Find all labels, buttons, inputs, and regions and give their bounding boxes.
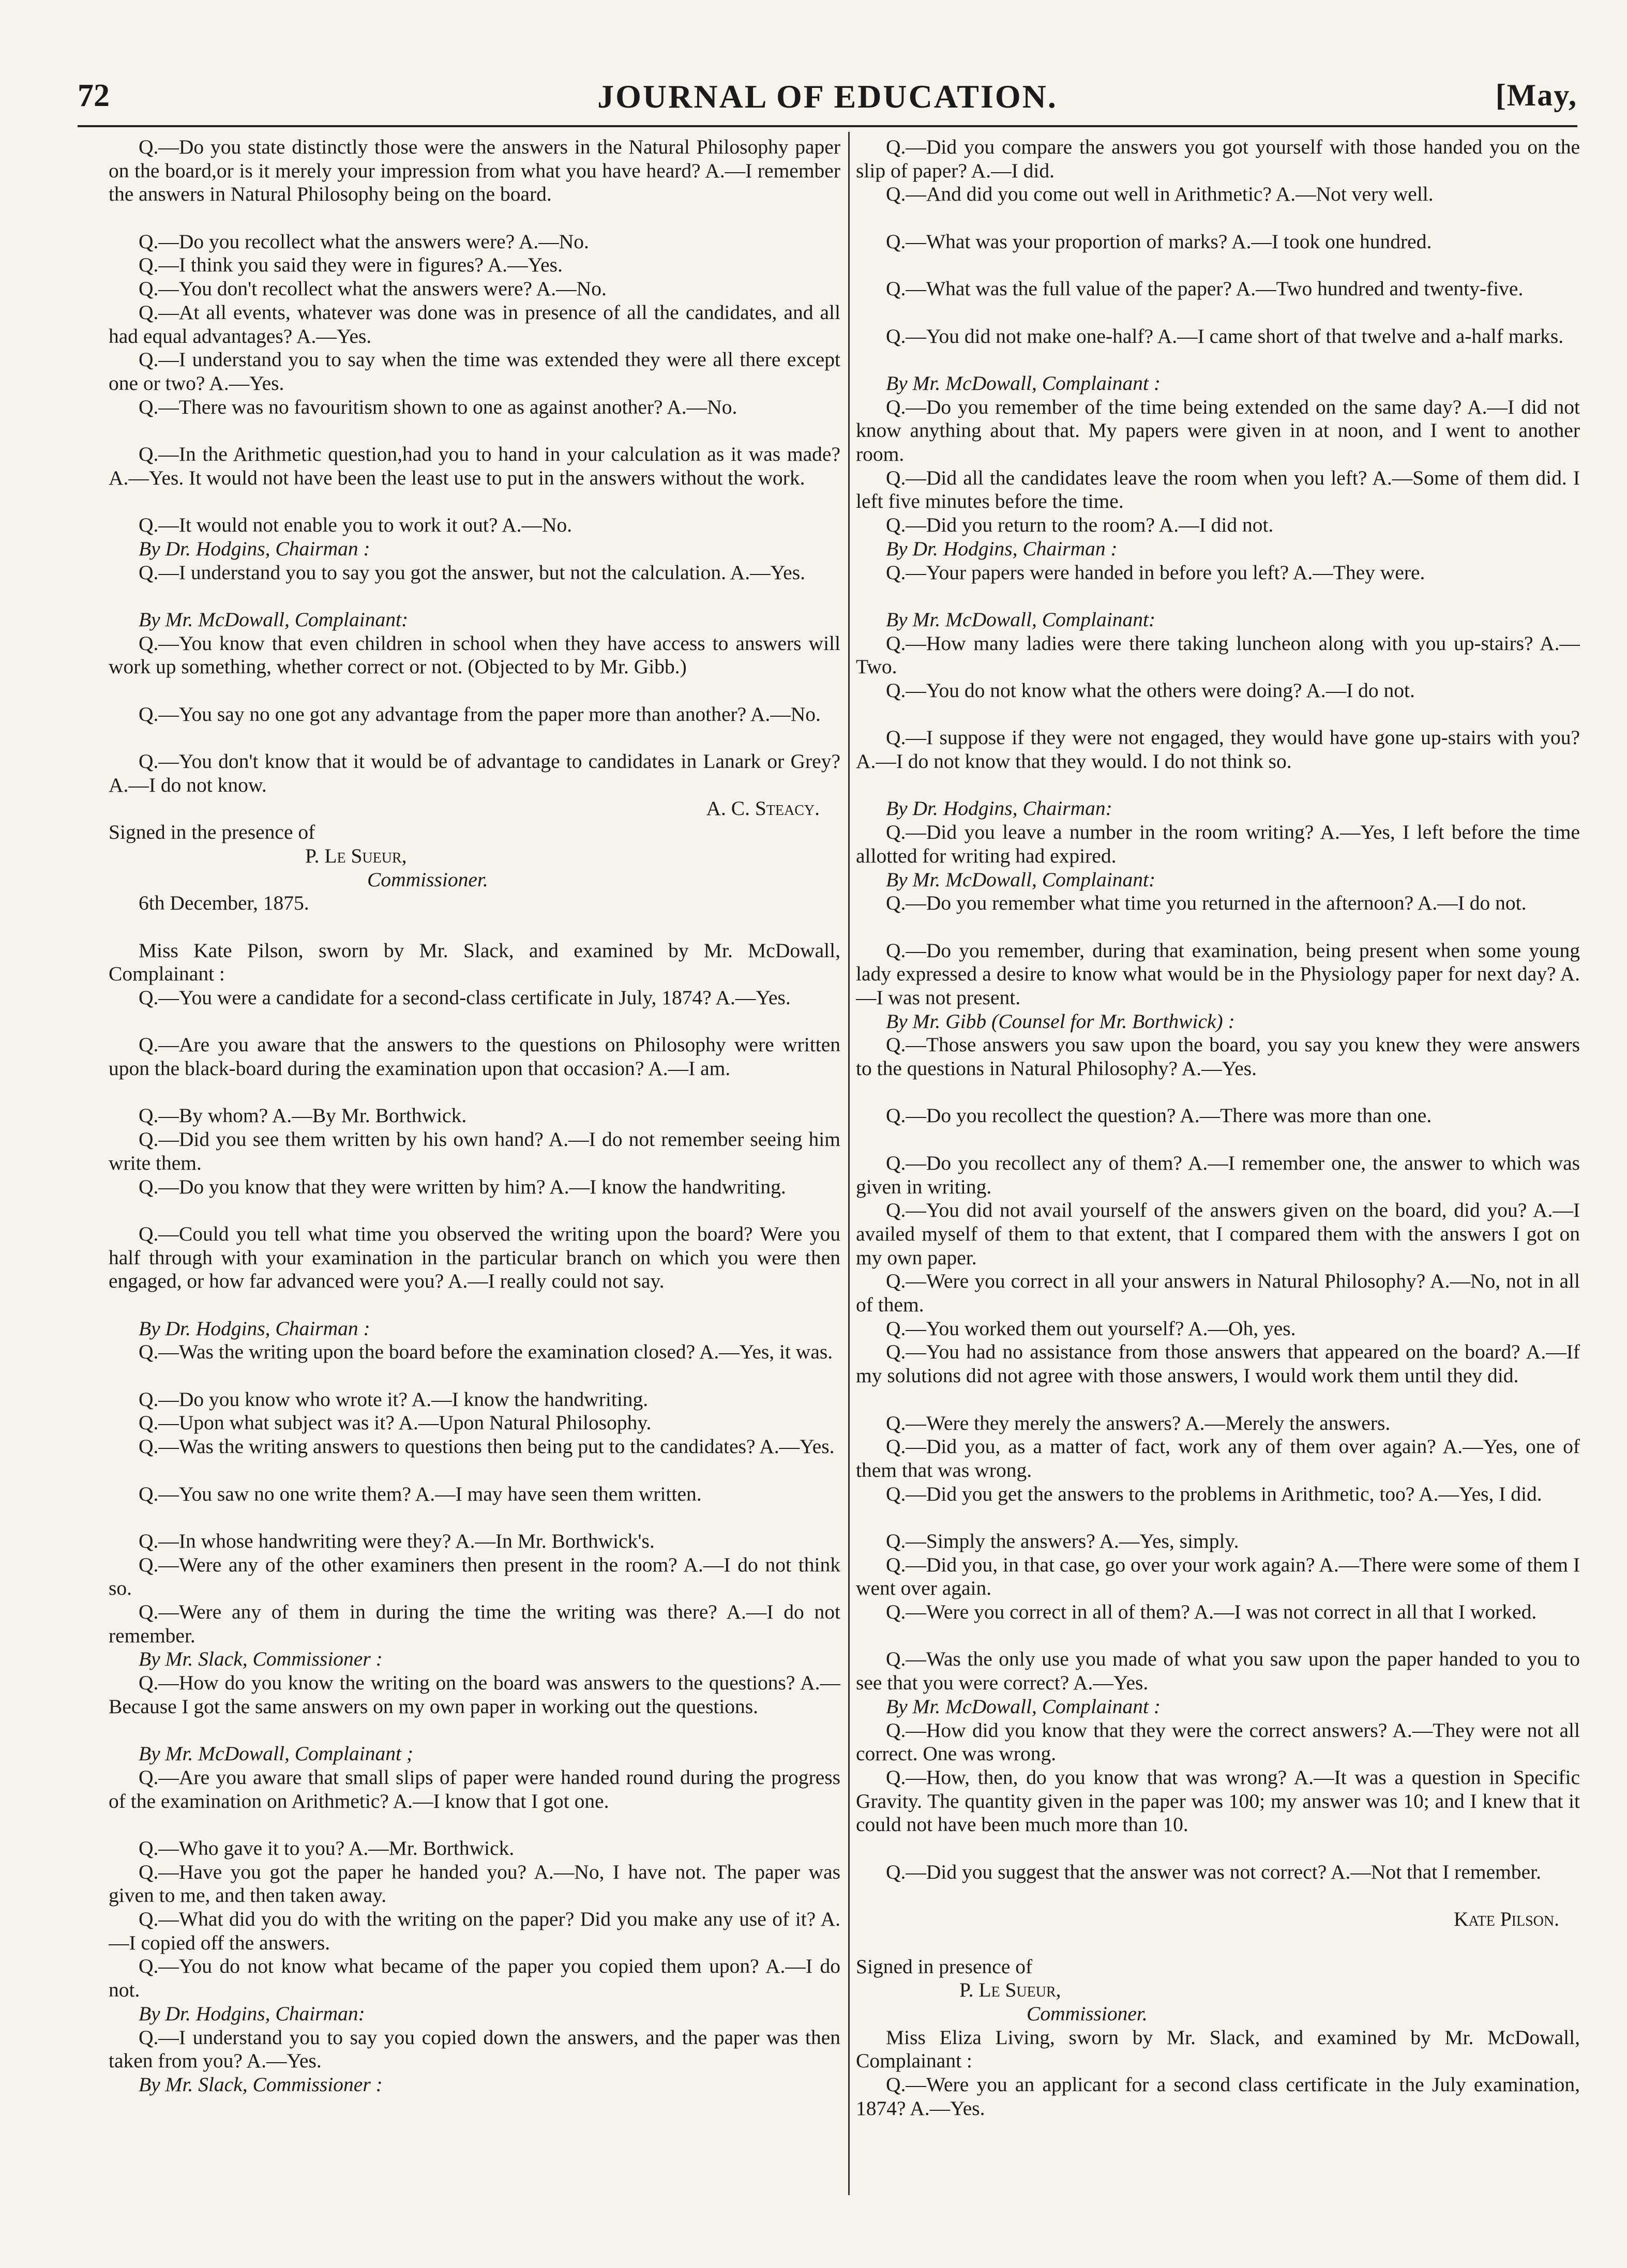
examiner-heading: By Mr. McDowall, Complainant: [139, 608, 409, 631]
testimony-paragraph: Q.—Did you get the answers to the problems in Arithmetic, too? A.—Yes, I did. [886, 1482, 1542, 1505]
testimony-paragraph: Q.—Do you remember what time you returned in the afternoon? A.—I do not. [886, 891, 1527, 915]
header-rule [78, 125, 1577, 127]
page-header [78, 78, 1577, 129]
testimony-paragraph: Signed in presence of [856, 1955, 1033, 1978]
testimony-paragraph: Q.—Were any of them in during the time the writing was there? A.—I do not remember. [109, 1600, 840, 1647]
testimony-paragraph: Q.—How, then, do you know that was wrong? A.—It was a question in Specific Gravity. The quantity given in the paper was 100; my answer was 10; and I knew that it could not have been much more than 10. [856, 1765, 1580, 1836]
testimony-paragraph: Q.—There was no favouritism shown to one as against another? A.—No. [139, 395, 737, 418]
examiner-heading: By Dr. Hodgins, Chairman : [886, 537, 1118, 560]
testimony-paragraph: Q.—You don't recollect what the answers were? A.—No. [139, 277, 607, 300]
left-column [109, 135, 840, 2097]
testimony-paragraph: Q.—What was the full value of the paper? A.—Two hundred and twenty-five. [886, 277, 1524, 300]
issue-month: [May, [1495, 78, 1577, 112]
testimony-paragraph: Q.—How did you know that they were the correct answers? A.—They were not all correct. One was wrong. [856, 1718, 1580, 1765]
testimony-paragraph: Q.—Did you, as a matter of fact, work any of them over again? A.—Yes, one of them that was wrong. [856, 1435, 1580, 1481]
testimony-paragraph: Q.—What did you do with the writing on the paper? Did you make any use of it? A.—I copied off the answers. [109, 1908, 840, 1954]
testimony-paragraph: Q.—You do not know what became of the paper you copied them upon? A.—I do not. [109, 1955, 840, 2002]
testimony-paragraph: Q.—I understand you to say you got the answer, but not the calculation. A.—Yes. [139, 561, 805, 584]
journal-title: JOURNAL OF EDUCATION. [597, 78, 1058, 115]
testimony-paragraph: Miss Eliza Living, sworn by Mr. Slack, and examined by Mr. McDowall, Complainant : [856, 2025, 1580, 2073]
testimony-paragraph: Q.—You do not know what the others were doing? A.—I do not. [886, 678, 1415, 702]
testimony-paragraph: Q.—Do you recollect the question? A.—There was more than one. [886, 1104, 1432, 1127]
testimony-paragraph: Q.—I suppose if they were not engaged, they would have gone up-stairs with you? A.—I do not know that they would. I do not think so. [856, 726, 1580, 773]
testimony-paragraph: Q.—Those answers you saw upon the board, you say you knew they were answers to the questions in Natural Philosophy? A.—Yes. [856, 1033, 1580, 1080]
testimony-paragraph: Q.—You did not avail yourself of the answers given on the board, did you? A.—I availed myself of them to that extent, that I compared them with the answers I got on my own paper. [856, 1199, 1580, 1269]
testimony-paragraph: Q.—Your papers were handed in before you left? A.—They were. [886, 561, 1425, 584]
testimony-paragraph: Q.—You know that even children in school when they have access to answers will work up something, whether correct or not. (Objected to by Mr. Gibb.) [109, 631, 840, 678]
testimony-paragraph: Q.—Do you remember, during that examination, being present when some young lady expressed a desire to know what would be in the Physiology paper for next day? A.—I was not present. [856, 939, 1580, 1009]
testimony-paragraph: Q.—In the Arithmetic question,had you to hand in your calculation as it was made? A.—Yes. It would not have been the least use to put in the answers without the work. [109, 443, 840, 489]
testimony-paragraph: Q.—What was your proportion of marks? A.—I took one hundred. [886, 230, 1432, 253]
testimony-paragraph: Q.—It would not enable you to work it out? A.—No. [139, 513, 573, 537]
testimony-paragraph: Q.—Did you, in that case, go over your work again? A.—There were some of them I went over again. [856, 1553, 1580, 1600]
testimony-paragraph: Q.—Were any of the other examiners then present in the room? A.—I do not think so. [109, 1553, 840, 1600]
testimony-paragraph: Q.—Did you see them written by his own hand? A.—I do not remember seeing him write them. [109, 1128, 840, 1174]
testimony-paragraph: Q.—How do you know the writing on the board was answers to the questions? A.—Because I got the same answers on my own paper in working out the questions. [109, 1671, 840, 1718]
testimony-paragraph: Q.—Do you know who wrote it? A.—I know the handwriting. [139, 1387, 649, 1411]
testimony-paragraph: Q.—And did you come out well in Arithmetic? A.—Not very well. [886, 183, 1434, 206]
testimony-paragraph: 6th December, 1875. [139, 891, 309, 915]
testimony-paragraph: Q.—Could you tell what time you observed the writing upon the board? Were you half through with your examination in the particular branch on which you were then engaged, or how far advanced were you? A.—I really could not say. [109, 1222, 840, 1293]
testimony-paragraph: Q.—You saw no one write them? A.—I may have seen them written. [139, 1482, 702, 1505]
testimony-paragraph: Q.—I think you said they were in figures? A.—Yes. [139, 253, 563, 277]
testimony-paragraph: Q.—Upon what subject was it? A.—Upon Natural Philosophy. [139, 1411, 652, 1434]
testimony-paragraph: Q.—At all events, whatever was done was in presence of all the candidates, and all had equal advantages? A.—Yes. [109, 300, 840, 347]
testimony-paragraph: Q.—Was the writing answers to questions then being put to the candidates? A.—Yes. [139, 1435, 835, 1458]
examiner-heading: By Mr. McDowall, Complainant: [886, 868, 1156, 891]
testimony-paragraph: Q.—Do you state distinctly those were the answers in the Natural Philosophy paper on the board,or is it merely your impression from what you have heard? A.—I remember the answers in Natural Philosophy being on the board. [109, 135, 840, 206]
testimony-paragraph: Q.—Was the only use you made of what you saw upon the paper handed to you to see that you were correct? A.—Yes. [856, 1647, 1580, 1695]
examiner-heading: By Mr. McDowall, Complainant : [886, 1695, 1161, 1718]
testimony-paragraph: Q.—Did you suggest that the answer was not correct? A.—Not that I remember. [886, 1860, 1541, 1883]
testimony-paragraph: Q.—Did you compare the answers you got yourself with those handed you on the slip of paper? A.—I did. [856, 135, 1580, 182]
testimony-paragraph: Q.—You say no one got any advantage from the paper more than another? A.—No. [139, 702, 821, 725]
testimony-paragraph: Q.—Did you leave a number in the room writing? A.—Yes, I left before the time allotted for writing had expired. [856, 821, 1580, 867]
testimony-paragraph: Q.—Did all the candidates leave the room when you left? A.—Some of them did. I left five minutes before the time. [856, 466, 1580, 513]
right-column [856, 135, 1580, 2120]
testimony-paragraph: Q.—Are you aware that the answers to the questions on Philosophy were written upon the black-board during the examination upon that occasion? A.—I am. [109, 1033, 840, 1080]
examiner-heading: By Dr. Hodgins, Chairman: [886, 797, 1112, 820]
page-number: 72 [78, 78, 110, 113]
witness-signature: A. C. Steacy. [706, 797, 820, 820]
testimony-paragraph: Q.—You don't know that it would be of advantage to candidates in Lanark or Grey? A.—I do not know. [109, 750, 840, 796]
testimony-paragraph: Q.—I understand you to say you copied down the answers, and the paper was then taken from you? A.—Yes. [109, 2025, 840, 2073]
witness-signature: Kate Pilson. [1453, 1908, 1559, 1931]
examiner-heading: By Mr. McDowall, Complainant ; [139, 1742, 414, 1765]
examiner-heading: By Dr. Hodgins, Chairman: [139, 2002, 365, 2025]
examiner-heading: By Dr. Hodgins, Chairman : [139, 537, 370, 560]
testimony-paragraph: Q.—Who gave it to you? A.—Mr. Borthwick. [139, 1836, 515, 1859]
examiner-heading: By Dr. Hodgins, Chairman : [139, 1317, 370, 1340]
testimony-paragraph: Q.—In whose handwriting were they? A.—In Mr. Borthwick's. [139, 1529, 655, 1552]
testimony-paragraph: Q.—You did not make one-half? A.—I came short of that twelve and a-half marks. [886, 324, 1564, 347]
testimony-paragraph: Miss Kate Pilson, sworn by Mr. Slack, and examined by Mr. McDowall, Complainant : [109, 939, 840, 986]
commissioner-line: Commissioner. [367, 868, 488, 891]
testimony-paragraph: Q.—Were you an applicant for a second class certificate in the July examination, 1874? A.—Yes. [856, 2073, 1580, 2120]
testimony-paragraph: Q.—Simply the answers? A.—Yes, simply. [886, 1530, 1239, 1552]
testimony-paragraph: Q.—By whom? A.—By Mr. Borthwick. [139, 1104, 467, 1127]
testimony-paragraph: Signed in the presence of [109, 821, 315, 844]
testimony-paragraph: Q.—Were they merely the answers? A.—Merely the answers. [886, 1411, 1391, 1434]
testimony-paragraph [856, 1931, 1580, 1955]
examiner-heading: By Mr. Slack, Commissioner : [139, 2073, 383, 2096]
testimony-paragraph: Q.—I understand you to say when the time was extended they were all there except one or two? A.—Yes. [109, 348, 840, 395]
testimony-paragraph: Q.—You were a candidate for a second-class certificate in July, 1874? A.—Yes. [139, 986, 791, 1009]
column-divider [848, 132, 850, 2195]
testimony-paragraph: Q.—How many ladies were there taking luncheon along with you up-stairs? A.—Two. [856, 631, 1580, 678]
commissioner-line: Commissioner. [1027, 2002, 1148, 2025]
examiner-heading: By Mr. McDowall, Complainant: [886, 608, 1156, 631]
testimony-paragraph: Q.—Was the writing upon the board before the examination closed? A.—Yes, it was. [139, 1340, 833, 1364]
testimony-paragraph [109, 915, 840, 939]
testimony-paragraph: Q.—Do you recollect any of them? A.—I remember one, the answer to which was given in writing. [856, 1151, 1580, 1198]
testimony-paragraph: Q.—Were you correct in all your answers in Natural Philosophy? A.—No, not in all of them. [856, 1269, 1580, 1317]
testimony-paragraph: Q.—Did you return to the room? A.—I did not. [886, 513, 1274, 537]
testimony-paragraph: Q.—Were you correct in all of them? A.—I was not correct in all that I worked. [886, 1600, 1537, 1624]
commissioner-line: P. Le Sueur, [959, 1978, 1061, 2002]
testimony-paragraph: Q.—Have you got the paper he handed you? A.—No, I have not. The paper was given to me, and then taken away. [109, 1860, 840, 1907]
testimony-paragraph: Q.—Do you remember of the time being extended on the same day? A.—I did not know anything about that. My papers were given in at noon, and I went to another room. [856, 395, 1580, 466]
testimony-paragraph: Q.—You had no assistance from those answers that appeared on the board? A.—If my solutions did not agree with those answers, I would work them until they did. [856, 1340, 1580, 1387]
testimony-paragraph: Q.—Do you know that they were written by him? A.—I know the handwriting. [139, 1175, 786, 1198]
testimony-paragraph: Q.—Do you recollect what the answers were? A.—No. [139, 230, 589, 253]
commissioner-line: P. Le Sueur, [305, 844, 407, 867]
examiner-heading: By Mr. Gibb (Counsel for Mr. Borthwick) : [886, 1009, 1235, 1033]
examiner-heading: By Mr. Slack, Commissioner : [139, 1647, 383, 1671]
examiner-heading: By Mr. McDowall, Complainant : [886, 371, 1161, 395]
testimony-paragraph: Q.—Are you aware that small slips of paper were handed round during the progress of the examination on Arithmetic? A.—I know that I got one. [109, 1765, 840, 1812]
testimony-paragraph: Q.—You worked them out yourself? A.—Oh, yes. [886, 1317, 1296, 1340]
